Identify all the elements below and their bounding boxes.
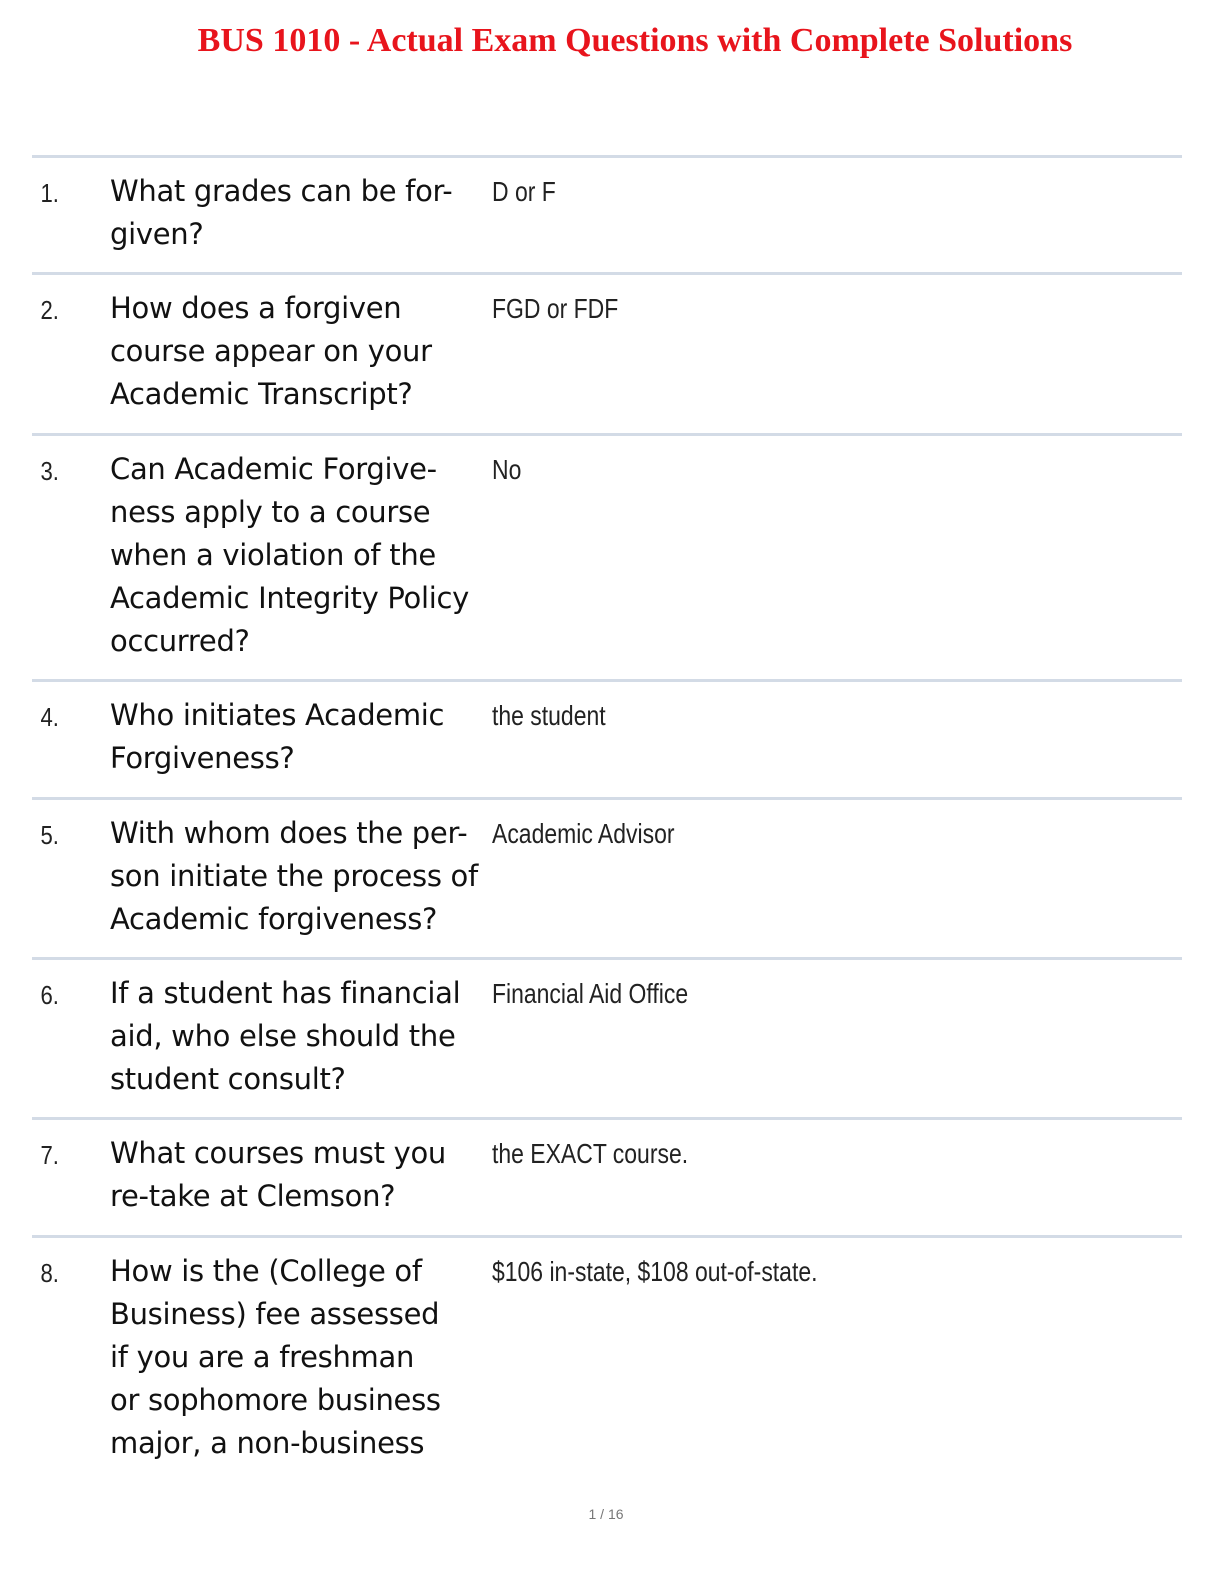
- question-text: [110, 436, 492, 679]
- question-line: course appear on your: [110, 334, 432, 368]
- qa-row-1: [32, 158, 1182, 275]
- answer-text: the student: [492, 700, 606, 731]
- question-text: [110, 1120, 492, 1235]
- answer-text: D or F: [492, 176, 556, 207]
- question-line: if you are a freshman: [110, 1340, 415, 1374]
- question-number: 7.: [40, 1140, 59, 1170]
- question-line: Academic Integrity Policy: [110, 581, 469, 615]
- answer-text: No: [492, 454, 522, 485]
- question-line: Academic forgiveness?: [110, 902, 438, 936]
- answer-text: Financial Aid Office: [492, 978, 689, 1009]
- question-text: [110, 1238, 492, 1478]
- question-text: [110, 960, 492, 1117]
- question-number: 5.: [40, 820, 59, 850]
- question-line: ness apply to a course: [110, 495, 431, 529]
- question-line: Academic Transcript?: [110, 377, 413, 411]
- question-number: 3.: [40, 456, 59, 486]
- question-line: son initiate the process of: [110, 859, 478, 893]
- question-number: 8.: [40, 1258, 59, 1288]
- question-line: What courses must you: [110, 1136, 446, 1170]
- answer-text: the EXACT course.: [492, 1138, 689, 1169]
- question-line: If a student has financial: [110, 976, 461, 1010]
- question-line: Can Academic Forgive-: [110, 452, 437, 486]
- question-line: With whom does the per-: [110, 816, 468, 850]
- answer-text: FGD or FDF: [492, 293, 619, 324]
- question-text: [110, 158, 492, 272]
- question-line: student consult?: [110, 1062, 346, 1096]
- question-line: major, a non-business: [110, 1426, 425, 1460]
- question-line: occurred?: [110, 624, 250, 658]
- question-line: given?: [110, 217, 204, 251]
- question-line: How is the (College of: [110, 1254, 422, 1288]
- question-line: Forgiveness?: [110, 741, 295, 775]
- qa-table: [32, 155, 1182, 1478]
- question-line: re-take at Clemson?: [110, 1179, 396, 1213]
- question-number: 6.: [40, 980, 59, 1010]
- question-number: 2.: [40, 295, 59, 325]
- qa-row-6: [32, 960, 1182, 1120]
- qa-row-4: [32, 682, 1182, 800]
- question-text: [110, 800, 492, 957]
- question-line: Who initiates Academic: [110, 698, 445, 732]
- qa-row-8: [32, 1238, 1182, 1478]
- qa-row-3: [32, 436, 1182, 682]
- answer-text: Academic Advisor: [492, 818, 675, 849]
- question-line: or sophomore business: [110, 1383, 441, 1417]
- question-text: [110, 275, 492, 433]
- question-line: What grades can be for-: [110, 174, 453, 208]
- page-indicator: 1 / 16: [588, 1506, 624, 1522]
- qa-row-2: [32, 275, 1182, 436]
- question-line: How does a forgiven: [110, 291, 402, 325]
- question-number: 4.: [40, 702, 59, 732]
- qa-row-7: [32, 1120, 1182, 1238]
- answer-text: $106 in-state, $108 out-of-state.: [492, 1256, 818, 1287]
- question-number: 1.: [40, 178, 59, 208]
- qa-row-5: [32, 800, 1182, 960]
- question-line: aid, who else should the: [110, 1019, 456, 1053]
- question-line: when a violation of the: [110, 538, 436, 572]
- page-title: BUS 1010 - Actual Exam Questions with Complete Solutions: [197, 22, 1073, 59]
- question-text: [110, 682, 492, 797]
- question-line: Business) fee assessed: [110, 1297, 440, 1331]
